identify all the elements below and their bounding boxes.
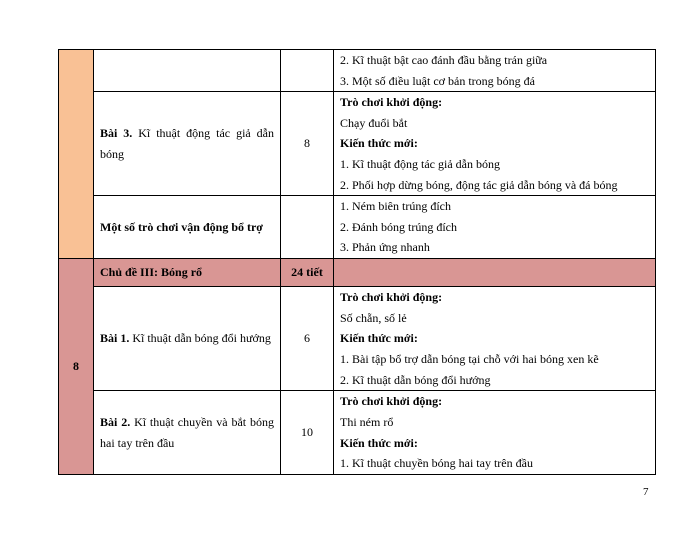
periods-cell bbox=[281, 196, 334, 259]
content-line: 3. Một số điều luật cơ bản trong bóng đá bbox=[340, 73, 535, 88]
lesson-prefix: Bài 1. bbox=[100, 331, 130, 346]
table-row bbox=[59, 50, 656, 92]
warmup-label: Trò chơi khởi động: bbox=[340, 290, 443, 305]
periods-cell: 6 bbox=[281, 287, 334, 391]
lesson-prefix: Bài 2. bbox=[100, 414, 131, 429]
lesson-cell bbox=[94, 92, 281, 196]
content-line: 2. Phối hợp dừng bóng, động tác giả dẫn bóng và đá bóng bbox=[340, 177, 618, 192]
table-row bbox=[59, 92, 656, 196]
knowledge-label: Kiến thức mới: bbox=[340, 331, 418, 346]
content-line: 1. Kĩ thuật chuyền bóng hai tay trên đầu bbox=[340, 456, 533, 471]
lesson-cell: Một số trò chơi vận động bổ trợ bbox=[94, 196, 281, 259]
lesson-cell bbox=[94, 50, 281, 92]
warmup-label: Trò chơi khởi động: bbox=[340, 95, 443, 110]
content-line: 3. Phản ứng nhanh bbox=[340, 240, 430, 255]
content-line: 2. Kĩ thuật dẫn bóng đổi hướng bbox=[340, 372, 491, 387]
content-cell bbox=[334, 391, 656, 475]
content-cell bbox=[334, 92, 656, 196]
warmup-game: Thi ném rổ bbox=[340, 415, 394, 430]
content-line: 1. Kĩ thuật động tác giả dẫn bóng bbox=[340, 156, 500, 171]
content-line: 2. Đánh bóng trúng đích bbox=[340, 219, 457, 234]
periods-cell bbox=[281, 50, 334, 92]
lesson-title: Kĩ thuật chuyền và bắt bóng hai tay trên đầu bbox=[100, 414, 274, 450]
grade-number: 8 bbox=[59, 259, 94, 475]
lesson-cell bbox=[94, 391, 281, 475]
periods-cell: 8 bbox=[281, 92, 334, 196]
content-cell bbox=[334, 196, 656, 259]
curriculum-table bbox=[58, 49, 656, 475]
content-line: 1. Ném biên trúng đích bbox=[340, 199, 451, 214]
content-cell bbox=[334, 287, 656, 391]
topic-periods: 24 tiết bbox=[281, 259, 334, 287]
content-line: 2. Kĩ thuật bật cao đánh đầu bằng trán giữa bbox=[340, 53, 548, 67]
table-row bbox=[59, 287, 656, 391]
topic-title: Chủ đề III: Bóng rổ bbox=[94, 259, 281, 287]
grade-cell-orange bbox=[59, 50, 94, 259]
knowledge-label: Kiến thức mới: bbox=[340, 435, 418, 450]
table-row bbox=[59, 196, 656, 259]
lesson-title: Kĩ thuật dẫn bóng đổi hướng bbox=[132, 331, 271, 346]
lesson-cell bbox=[94, 287, 281, 391]
warmup-game: Chạy đuổi bắt bbox=[340, 115, 408, 130]
content-line: 1. Bài tập bổ trợ dẫn bóng tại chỗ với hai bóng xen kẽ bbox=[340, 351, 599, 366]
warmup-game: Số chẵn, số lẻ bbox=[340, 310, 407, 325]
page-number: 7 bbox=[643, 486, 649, 498]
topic-empty-cell bbox=[334, 259, 656, 287]
warmup-label: Trò chơi khởi động: bbox=[340, 394, 443, 409]
knowledge-label: Kiến thức mới: bbox=[340, 136, 418, 151]
content-cell bbox=[334, 50, 656, 92]
lesson-title: Kĩ thuật động tác giả dẫn bóng bbox=[100, 125, 275, 161]
periods-cell: 10 bbox=[281, 391, 334, 475]
topic-row bbox=[59, 259, 656, 287]
table-row bbox=[59, 391, 656, 475]
lesson-prefix: Bài 3. bbox=[100, 125, 133, 140]
